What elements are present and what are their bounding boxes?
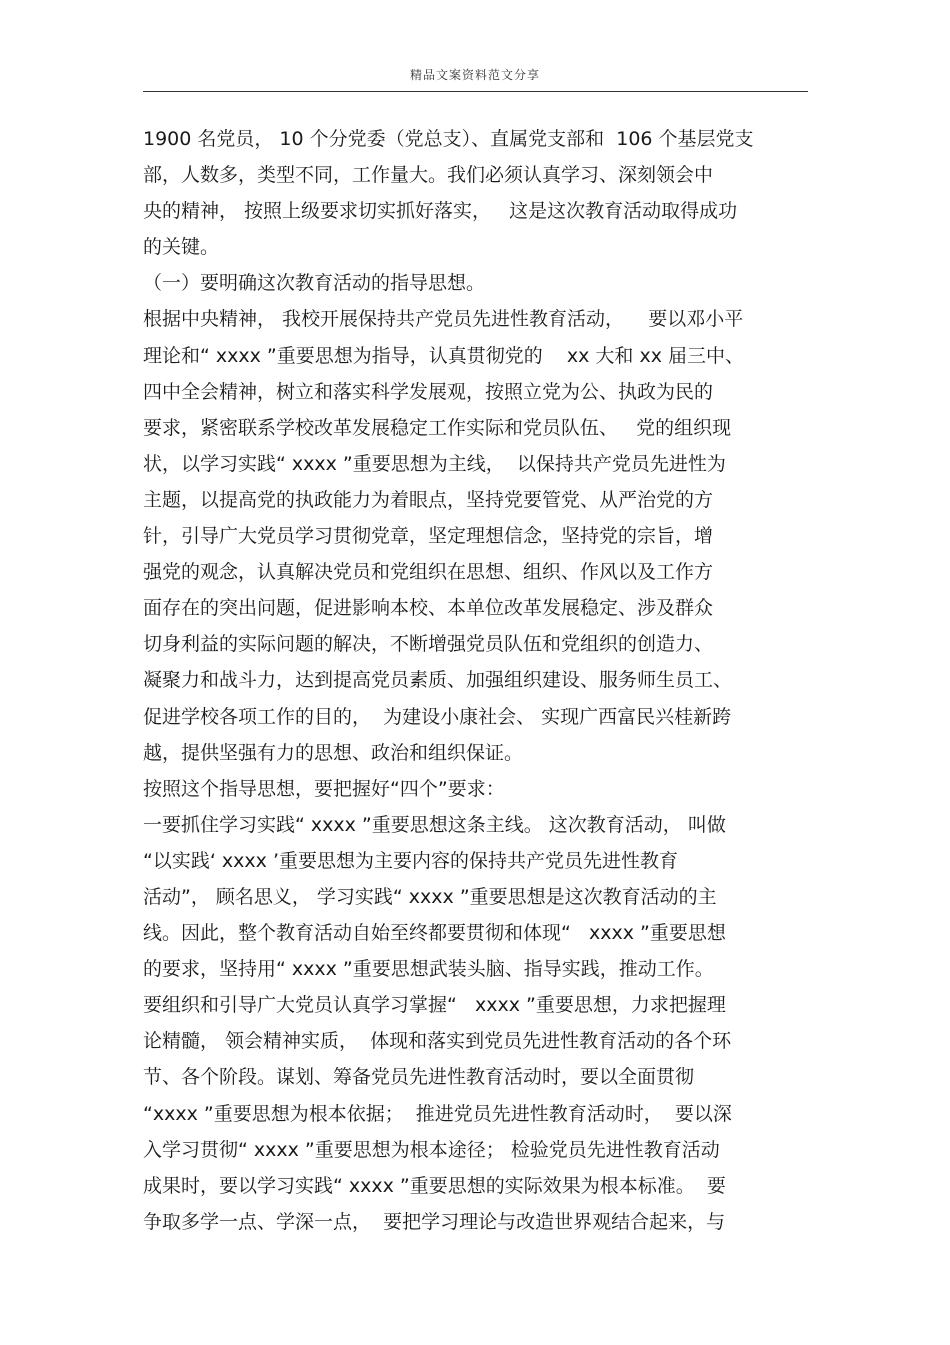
text-line: 促进学校各项工作的目的， 为建设小康社会、 实现广西富民兴桂新跨 <box>143 705 732 728</box>
text-line: 越，提供坚强有力的思想、政治和组织保证。 <box>143 741 524 764</box>
text-line: 争取多学一点、学深一点， 要把学习理论与改造世界观结合起来，与 <box>143 1210 726 1233</box>
text-line: 凝聚力和战斗力，达到提高党员素质、加强组织建设、服务师生员工、 <box>143 669 733 692</box>
text-line: 主题，以提高党的执政能力为着眼点，坚持党要管党、从严治党的方 <box>143 488 714 511</box>
text-line: “xxxx ”重要思想为根本依据； 推进党员先进性教育活动时， 要以深 <box>143 1102 732 1125</box>
text-line: 根据中央精神， 我校开展保持共产党员先进性教育活动， 要以邓小平 <box>143 308 744 331</box>
text-line: 按照这个指导思想，要把握好“四个”要求： <box>143 777 505 800</box>
text-line: （一）要明确这次教育活动的指导思想。 <box>143 272 486 295</box>
text-line: 入学习贯彻“ xxxx ”重要思想为根本途径； 检验党员先进性教育活动 <box>143 1138 720 1161</box>
text-line: 论精髓， 领会精神实质， 体现和落实到党员先进性教育活动的各个环 <box>143 1030 732 1053</box>
text-line: 状，以学习实践“ xxxx ”重要思想为主线， 以保持共产党员先进性为 <box>143 452 726 475</box>
text-line: 要组织和引导广大党员认真学习掌握“ xxxx ”重要思想，力求把握理 <box>143 994 726 1017</box>
text-line: 活动”， 顾名思义， 学习实践“ xxxx ”重要思想是这次教育活动的主 <box>143 885 717 908</box>
text-line: 部，人数多，类型不同，工作量大。我们必须认真学习、深刻领会中 <box>143 164 714 187</box>
header-divider <box>143 91 808 92</box>
text-line: 面存在的突出问题，促进影响本校、本单位改革发展稳定、涉及群众 <box>143 597 714 620</box>
text-line: 针，引导广大党员学习贯彻党章，坚定理想信念，坚持党的宗旨，增 <box>143 525 714 548</box>
document-body <box>143 121 813 1240</box>
text-line: 要求，紧密联系学校改革发展稳定工作实际和党员队伍、 党的组织现 <box>143 416 732 439</box>
text-line: 成果时，要以学习实践“ xxxx ”重要思想的实际效果为根本标准。 要 <box>143 1174 726 1197</box>
text-line: 央的精神， 按照上级要求切实抓好落实， 这是这次教育活动取得成功 <box>143 200 738 223</box>
page-header: 精品文案资料范文分享 <box>409 68 540 82</box>
text-line: 的关键。 <box>143 236 220 259</box>
text-line: 节、各个阶段。谋划、筹备党员先进性教育活动时，要以全面贯彻 <box>143 1066 695 1089</box>
text-line: 的要求，坚持用“ xxxx ”重要思想武装头脑、指导实践，推动工作。 <box>143 958 714 981</box>
text-line: 理论和“ xxxx ”重要思想为指导，认真贯彻党的 xx 大和 xx 届三中、 <box>143 344 744 367</box>
text-line: 线。因此，整个教育活动自始至终都要贯彻和体现“ xxxx ”重要思想 <box>143 922 726 945</box>
text-line: 1900 名党员， 10 个分党委（党总支）、直属党支部和 106 个基层党支 <box>143 128 754 150</box>
text-line: 切身利益的实际问题的解决，不断增强党员队伍和党组织的创造力、 <box>143 633 714 656</box>
text-line: “以实践‘ xxxx ’重要思想为主要内容的保持共产党员先进性教育 <box>143 849 678 872</box>
text-line: 一要抓住学习实践“ xxxx ”重要思想这条主线。 这次教育活动， 叫做 <box>143 813 726 836</box>
text-line: 四中全会精神，树立和落实科学发展观，按照立党为公、执政为民的 <box>143 380 714 403</box>
text-line: 强党的观念，认真解决党员和党组织在思想、组织、作风以及工作方 <box>143 561 714 584</box>
